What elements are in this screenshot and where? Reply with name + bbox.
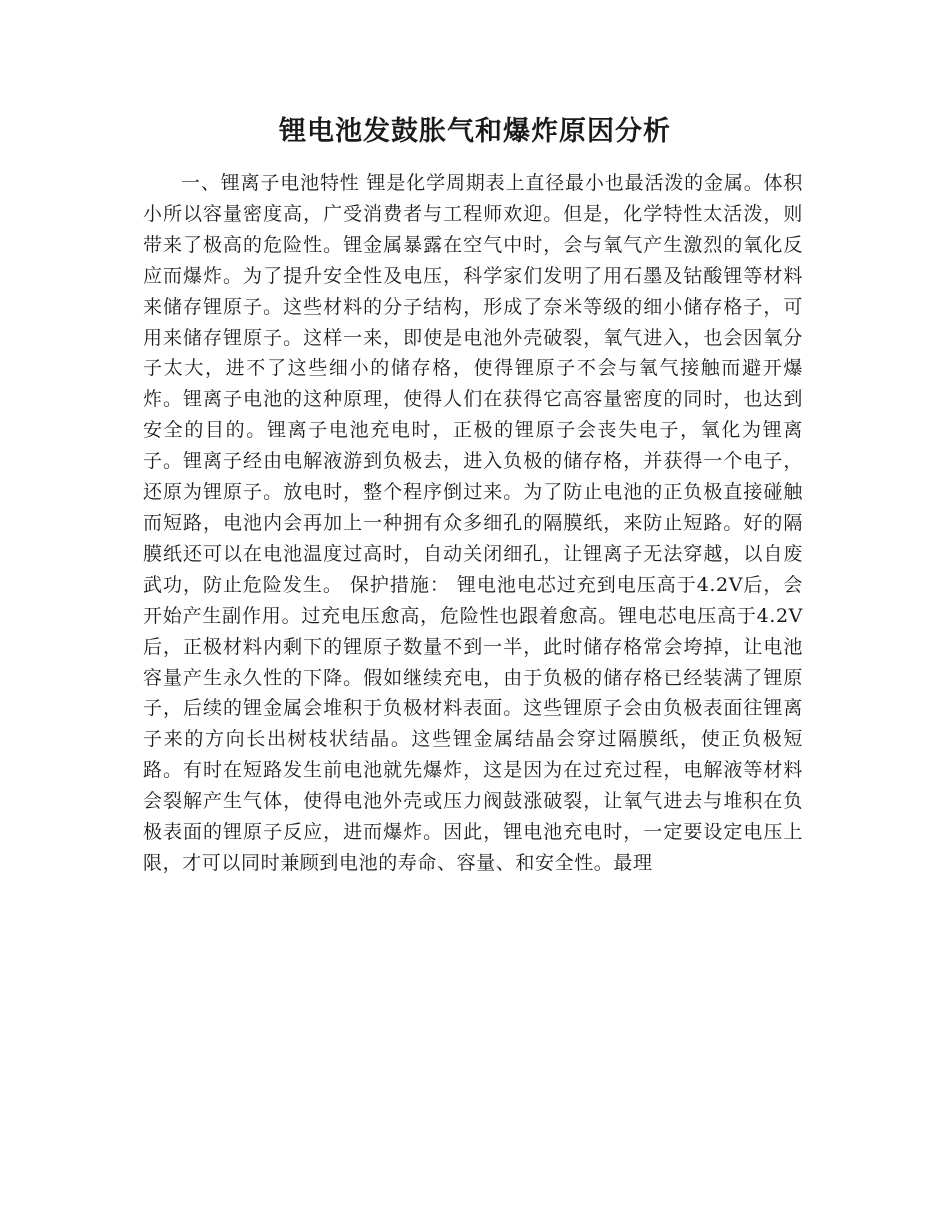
document-title: 锂电池发鼓胀气和爆炸原因分析 (279, 116, 671, 147)
document-body-paragraph: 一、锂离子电池特性 锂是化学周期表上直径最小也最活泼的金属。体积小所以容量密度高，广受消费者与工程师欢迎。但是，化学特性太活泼，则带来了极高的危险性。锂金属暴露在空气中时，会与氧气产生激烈的氧化反应而爆炸。为了提升安全性及电压，科学家们发明了用石墨及钴酸锂等材料来储存锂原子。这些材料的分子结构，形成了奈米等级的细小储存格子，可用来储存锂原子。这样一来，即使是电池外壳破裂，氧气进入，也会因氧分子太大，进不了这些细小的储存格，使得锂原子不会与氧气接触而避开爆炸。锂离子电池的这种原理，使得人们在获得它高容量密度的同时，也达到安全的目的。锂离子电池充电时，正极的锂原子会丧失电子，氧化为锂离子。锂离子经由电解液游到负极去，进入负极的储存格，并获得一个电子，还原为锂原子。放电时，整个程序倒过来。为了防止电池的正负极直接碰触而短路，电池内会再加上一种拥有众多细孔的隔膜纸，来防止短路。好的隔膜纸还可以在电池温度过高时，自动关闭细孔，让锂离子无法穿越，以自废武功，防止危险发生。 保护措施： 锂电池电芯过充到电压高于4.2V后，会开始产生副作用。过充电压愈高，危险性也跟着愈高。锂电芯电压高于4.2V后，正极材料内剩下的锂原子数量不到一半，此时储存格常会垮掉，让电池容量产生永久性的下降。假如继续充电，由于负极的储存格已经装满了锂原子，后续的锂金属会堆积于负极材料表面。这些锂原子会由负极表面往锂离子来的方向长出树枝状结晶。这些锂金属结晶会穿过隔膜纸，使正负极短路。有时在短路发生前电池就先爆炸，这是因为在过充过程，电解液等材料会裂解产生气体，使得电池外壳或压力阀鼓涨破裂，让氧气进去与堆积在负极表面的锂原子反应，进而爆炸。因此，锂电池充电时，一定要设定电压上限，才可以同时兼顾到电池的寿命、容量、和安全性。最理 (143, 172, 803, 874)
